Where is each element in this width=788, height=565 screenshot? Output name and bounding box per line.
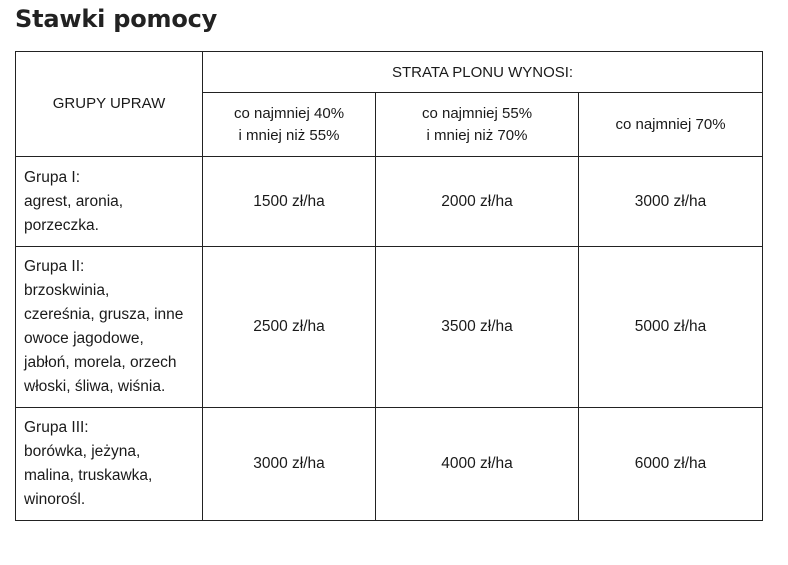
- crop-group-line: włoski, śliwa, wiśnia.: [24, 378, 166, 395]
- rate-cell: 5000 zł/ha: [579, 247, 763, 408]
- rate-cell: 3000 zł/ha: [579, 157, 763, 247]
- loss-threshold-line: co najmniej 40%: [233, 104, 345, 122]
- crop-group-line: agrest, aronia,: [24, 192, 124, 210]
- rate-cell: 2000 zł/ha: [376, 157, 579, 247]
- crop-group-line: borówka, jeżyna,: [24, 443, 141, 460]
- crop-group-line: Grupa II:: [24, 258, 85, 275]
- crop-group-line: malina, truskawka,: [24, 467, 153, 484]
- table-row: [16, 408, 763, 521]
- crop-group-line: owoce jagodowe,: [24, 330, 144, 347]
- crop-group-cell: [16, 247, 203, 408]
- table-header-row: [16, 52, 763, 93]
- rate-cell: 6000 zł/ha: [579, 408, 763, 521]
- crop-group-line: porzeczka.: [24, 216, 99, 234]
- loss-threshold-line: co najmniej 70%: [615, 115, 726, 133]
- crop-group-line: Grupa I:: [24, 168, 80, 186]
- crop-group-line: winorośl.: [24, 491, 86, 508]
- table-row: [16, 157, 763, 247]
- loss-threshold-cell: [203, 93, 376, 157]
- crop-group-line: jabłoń, morela, orzech: [24, 354, 177, 371]
- page-title: Stawki pomocy: [15, 5, 218, 33]
- loss-threshold-line: i mniej niż 55%: [238, 126, 340, 144]
- rate-cell: 3000 zł/ha: [203, 408, 376, 521]
- crop-group-cell: [16, 157, 203, 247]
- loss-threshold-cell: [376, 93, 579, 157]
- crop-group-line: czereśnia, grusza, inne: [24, 306, 184, 323]
- support-rates-table: [15, 51, 763, 521]
- rate-cell: 4000 zł/ha: [376, 408, 579, 521]
- loss-threshold-line: co najmniej 55%: [421, 104, 533, 122]
- rate-cell: 3500 zł/ha: [376, 247, 579, 408]
- table-row: [16, 247, 763, 408]
- group-header-cell: GRUPY UPRAW: [16, 52, 203, 157]
- crop-group-line: Grupa III:: [24, 419, 89, 436]
- crop-group-line: brzoskwinia,: [24, 282, 110, 299]
- loss-threshold-line: i mniej niż 70%: [426, 126, 528, 144]
- rate-cell: 1500 zł/ha: [203, 157, 376, 247]
- loss-header-cell: STRATA PLONU WYNOSI:: [203, 52, 763, 93]
- crop-group-cell: [16, 408, 203, 521]
- loss-threshold-cell: [579, 93, 763, 157]
- rate-cell: 2500 zł/ha: [203, 247, 376, 408]
